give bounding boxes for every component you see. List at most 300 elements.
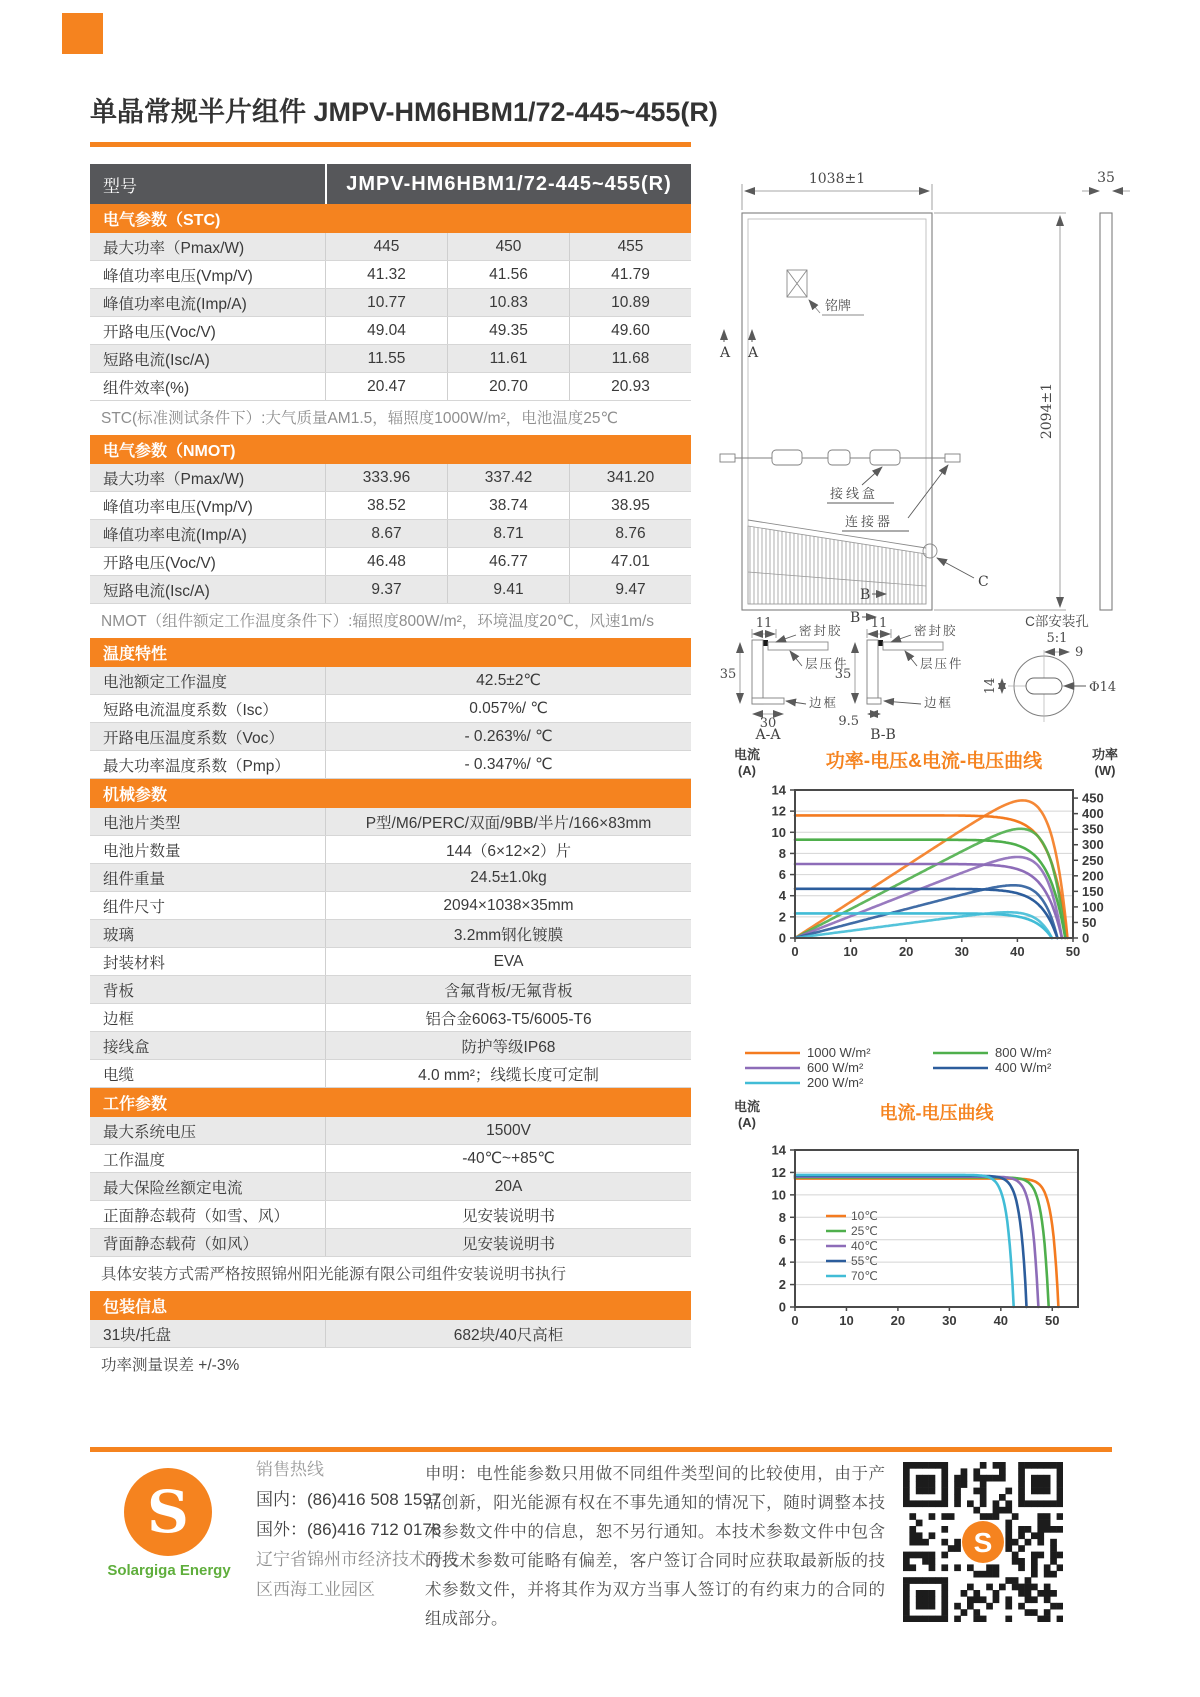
row-label: 封装材料 xyxy=(103,954,166,972)
x-tick-label: 30 xyxy=(942,1313,957,1328)
y-tick-label: 6 xyxy=(778,1232,786,1248)
qr-module xyxy=(999,1468,1006,1475)
row-value: 337.42 xyxy=(447,464,569,491)
row-value: 450 xyxy=(447,233,569,260)
y-axis-label: 电流 xyxy=(733,747,761,762)
qr-module xyxy=(1031,1462,1038,1469)
table-row xyxy=(90,1173,691,1201)
row-label: 玻璃 xyxy=(103,926,135,944)
table-row xyxy=(90,976,691,1004)
disclaimer-text: 申明：电性能参数只用做不同组件类型间的比较使用，由于产品创新，阳光能源有权在不事先通知的情况下，随时调整本技术参数文件中的信息，恕不另行通知。本技术参数文件中包含的技术参数可能略有偏差，客户签订合同时应获取最新版的技术参数文件，并将其作为双方当事人签订的有约束力的合同的组成部分。 xyxy=(425,1465,885,1628)
sealant-label: 密封胶 xyxy=(914,624,958,638)
section-bar: 包装信息 xyxy=(90,1291,691,1320)
y-tick-label: 4 xyxy=(778,888,786,904)
qr-module xyxy=(954,1481,961,1488)
qr-module xyxy=(941,1552,948,1559)
qr-module xyxy=(1005,1577,1012,1584)
qr-module xyxy=(954,1488,961,1495)
qr-module xyxy=(941,1590,948,1597)
qr-module xyxy=(1044,1500,1051,1507)
legend-label: 10℃ xyxy=(851,1209,878,1223)
qr-module xyxy=(1057,1462,1063,1469)
qr-module xyxy=(993,1564,1000,1571)
qr-module xyxy=(999,1475,1006,1482)
qr-module xyxy=(980,1494,987,1501)
table-row xyxy=(90,1060,691,1088)
legend-label: 800 W/m² xyxy=(995,1045,1052,1060)
y2-axis-label: (W) xyxy=(1094,763,1116,778)
qr-module xyxy=(1005,1520,1012,1527)
qr-module xyxy=(929,1564,936,1571)
row-label: 最大系统电压 xyxy=(103,1123,197,1141)
qr-module xyxy=(1031,1596,1038,1603)
junction-box-label: 接线盒 xyxy=(830,486,879,501)
row-value: - 0.347%/ ℃ xyxy=(325,751,691,778)
table-note: NMOT（组件额定工作温度条件下）:辐照度800W/m²，环境温度20℃，风速1m/s xyxy=(101,613,655,630)
y-tick-label: 10 xyxy=(771,1187,786,1203)
row-label: 最大功率温度系数（Pmp） xyxy=(103,757,290,775)
y2-tick-label: 450 xyxy=(1082,790,1104,806)
chart-title: 电流-电压曲线 xyxy=(879,1103,994,1123)
qr-module xyxy=(1025,1500,1032,1507)
qr-module xyxy=(941,1564,948,1571)
row-value: 20.93 xyxy=(569,373,691,400)
cutaway-hatch xyxy=(748,520,926,604)
qr-module xyxy=(973,1596,980,1603)
qr-module xyxy=(922,1616,929,1622)
y2-tick-label: 250 xyxy=(1082,852,1104,868)
qr-module xyxy=(961,1481,968,1488)
row-value: 24.5±1.0kg xyxy=(325,864,691,891)
dim-width-label: 1038±1 xyxy=(808,171,866,187)
qr-module xyxy=(948,1545,955,1552)
qr-module xyxy=(1037,1462,1044,1469)
qr-module xyxy=(922,1481,929,1488)
c-dim-14: 14 xyxy=(983,677,998,695)
y-tick-label: 0 xyxy=(778,930,786,946)
qr-module xyxy=(1018,1603,1025,1610)
qr-module xyxy=(993,1513,1000,1520)
qr-module xyxy=(993,1596,1000,1603)
row-value: P型/M6/PERC/双面/9BB/半片/166×83mm xyxy=(325,808,691,835)
qr-module xyxy=(1018,1481,1025,1488)
row-value: -40℃~+85℃ xyxy=(325,1145,691,1172)
qr-module xyxy=(941,1468,948,1475)
qr-module xyxy=(1012,1558,1019,1565)
qr-module xyxy=(1057,1603,1063,1610)
spec-tables xyxy=(90,204,691,1382)
detail-c-leader xyxy=(937,558,974,578)
x-tick-label: 40 xyxy=(993,1313,1009,1328)
qr-module xyxy=(922,1500,929,1507)
qr-module xyxy=(909,1462,916,1469)
qr-module xyxy=(922,1596,929,1603)
qr-logo-letter: S xyxy=(973,1527,993,1558)
qr-module xyxy=(1050,1590,1057,1597)
section-a-label: A xyxy=(748,345,759,361)
qr-module xyxy=(993,1590,1000,1597)
table-row xyxy=(90,920,691,948)
table-row xyxy=(90,864,691,892)
qr-module xyxy=(922,1558,929,1565)
qr-module xyxy=(941,1513,948,1520)
qr-module xyxy=(1025,1609,1032,1616)
qr-module xyxy=(1044,1481,1051,1488)
qr-module xyxy=(961,1468,968,1475)
qr-module xyxy=(993,1500,1000,1507)
qr-module xyxy=(1031,1571,1038,1578)
qr-module xyxy=(1012,1539,1019,1546)
qr-module xyxy=(1050,1603,1057,1610)
qr-module xyxy=(1025,1596,1032,1603)
qr-module xyxy=(1044,1571,1051,1578)
legend-label: 200 W/m² xyxy=(807,1075,864,1090)
qr-module xyxy=(922,1462,929,1469)
x-tick-label: 0 xyxy=(791,1313,799,1328)
qr-module xyxy=(929,1500,936,1507)
row-value: EVA xyxy=(325,948,691,975)
row-label: 电池额定工作温度 xyxy=(103,673,228,691)
row-value: 9.41 xyxy=(447,576,569,603)
table-note: STC(标准测试条件下）:大气质量AM1.5，辐照度1000W/m²，电池温度25℃ xyxy=(101,410,618,427)
qr-module xyxy=(1005,1507,1012,1514)
row-label: 电缆 xyxy=(103,1066,135,1084)
row-label: 电池片数量 xyxy=(103,842,181,860)
qr-module xyxy=(993,1507,1000,1514)
qr-module xyxy=(903,1500,910,1507)
y-axis-label: (A) xyxy=(737,763,757,778)
qr-module xyxy=(1025,1539,1032,1546)
phone-overseas: 国外：(86)416 712 0178 xyxy=(256,1520,442,1539)
qr-module xyxy=(922,1577,929,1584)
row-value: 445 xyxy=(325,233,447,260)
row-value: 含氟背板/无氟背板 xyxy=(325,976,691,1003)
qr-module xyxy=(941,1462,948,1469)
panel-side-view xyxy=(1100,213,1112,610)
row-value: 11.61 xyxy=(447,345,569,372)
qr-module xyxy=(980,1616,987,1622)
table-row xyxy=(90,520,691,548)
table-row xyxy=(90,289,691,317)
qr-module xyxy=(922,1552,929,1559)
row-label: 最大保险丝额定电流 xyxy=(103,1179,243,1197)
qr-module xyxy=(1018,1468,1025,1475)
qr-module xyxy=(973,1571,980,1578)
row-label: 短路电流温度系数（Isc） xyxy=(103,701,278,719)
y-tick-label: 2 xyxy=(778,1277,786,1293)
qr-module xyxy=(1025,1462,1032,1469)
row-value: 见安装说明书 xyxy=(325,1201,691,1228)
table-row xyxy=(90,751,691,779)
table-row xyxy=(90,808,691,836)
qr-module xyxy=(909,1577,916,1584)
qr-module xyxy=(1005,1545,1012,1552)
row-value: 防护等级IP68 xyxy=(325,1032,691,1059)
qr-module xyxy=(1018,1564,1025,1571)
qr-module xyxy=(1031,1609,1038,1616)
qr-module xyxy=(1057,1564,1063,1571)
table-row xyxy=(90,836,691,864)
qr-module xyxy=(961,1590,968,1597)
qr-module xyxy=(941,1584,948,1591)
qr-module xyxy=(929,1488,936,1495)
qr-module xyxy=(1005,1596,1012,1603)
qr-module xyxy=(954,1564,961,1571)
qr-module xyxy=(1025,1577,1032,1584)
qr-module xyxy=(903,1616,910,1622)
table-row xyxy=(90,667,691,695)
qr-module xyxy=(1025,1526,1032,1533)
qr-module xyxy=(916,1603,923,1610)
row-label: 峰值功率电压(Vmp/V) xyxy=(103,267,253,285)
qr-module xyxy=(986,1584,993,1591)
y-tick-label: 0 xyxy=(778,1299,786,1315)
qr-module xyxy=(1005,1539,1012,1546)
qr-module xyxy=(1044,1584,1051,1591)
qr-module xyxy=(1018,1488,1025,1495)
section-b-label: B xyxy=(860,587,871,603)
qr-module xyxy=(922,1488,929,1495)
qr-module xyxy=(929,1596,936,1603)
row-value: 1500V xyxy=(325,1117,691,1144)
spec-column xyxy=(90,90,718,1382)
y-tick-label: 8 xyxy=(778,845,786,861)
row-label: 最大功率（Pmax/W) xyxy=(103,239,245,257)
qr-module xyxy=(1050,1558,1057,1565)
y2-tick-label: 300 xyxy=(1082,837,1104,853)
row-label: 最大功率（Pmax/W) xyxy=(103,470,245,488)
qr-module xyxy=(1012,1577,1019,1584)
row-label: 开路电压(Voc/V) xyxy=(103,554,216,572)
table-row xyxy=(90,464,691,492)
row-value: 见安装说明书 xyxy=(325,1229,691,1256)
qr-module xyxy=(1018,1494,1025,1501)
qr-module xyxy=(954,1500,961,1507)
qr-module xyxy=(973,1616,980,1622)
y-tick-label: 10 xyxy=(771,824,786,840)
x-tick-label: 20 xyxy=(890,1313,906,1328)
qr-module xyxy=(916,1488,923,1495)
qr-module xyxy=(1050,1462,1057,1469)
y-tick-label: 12 xyxy=(771,1164,786,1180)
detail-c-circle xyxy=(923,544,937,558)
qr-module xyxy=(903,1564,910,1571)
qr-module xyxy=(1057,1494,1063,1501)
table-row xyxy=(90,261,691,289)
qr-module xyxy=(1037,1526,1044,1533)
qr-module xyxy=(916,1481,923,1488)
junction-box-row xyxy=(720,450,960,465)
qr-module xyxy=(903,1584,910,1591)
qr-module xyxy=(1037,1475,1044,1482)
row-value: 11.55 xyxy=(325,345,447,372)
qr-module xyxy=(1044,1526,1051,1533)
qr-module xyxy=(1031,1532,1038,1539)
qr-module xyxy=(903,1468,910,1475)
qr-module xyxy=(941,1616,948,1622)
qr-module xyxy=(973,1475,980,1482)
qr-module xyxy=(999,1584,1006,1591)
qr-module xyxy=(929,1558,936,1565)
qr-module xyxy=(903,1481,910,1488)
model-label: 型号 xyxy=(103,176,137,196)
qr-module xyxy=(1044,1513,1051,1520)
qr-code xyxy=(903,1462,1063,1622)
row-value: 4.0 mm²；线缆长度可定制 xyxy=(325,1060,691,1087)
qr-module xyxy=(1031,1552,1038,1559)
qr-module xyxy=(909,1552,916,1559)
company-address: 辽宁省锦州市经济技术开发区西海工业园区 xyxy=(256,1550,460,1599)
row-value: 46.48 xyxy=(325,548,447,575)
legend-label: 40℃ xyxy=(851,1239,878,1253)
row-label: 背板 xyxy=(103,982,135,1000)
row-value: 682块/40尺高柜 xyxy=(325,1320,691,1347)
qr-module xyxy=(1005,1616,1012,1622)
table-row xyxy=(90,1004,691,1032)
qr-module xyxy=(909,1500,916,1507)
qr-module xyxy=(1018,1532,1025,1539)
qr-module xyxy=(986,1564,993,1571)
x-tick-label: 50 xyxy=(1045,1313,1060,1328)
qr-module xyxy=(903,1596,910,1603)
qr-module xyxy=(973,1468,980,1475)
section-a-label: A xyxy=(720,345,731,361)
qr-module xyxy=(922,1539,929,1546)
page-title: 单晶常规半片组件 JMPV-HM6HBM1/72-445~455(R) xyxy=(90,97,718,127)
y2-tick-label: 400 xyxy=(1082,806,1104,822)
row-value: 47.01 xyxy=(569,548,691,575)
row-value: 38.74 xyxy=(447,492,569,519)
qr-module xyxy=(929,1616,936,1622)
qr-module xyxy=(1057,1616,1063,1622)
laminate-label: 层压件 xyxy=(805,657,849,671)
qr-module xyxy=(929,1590,936,1597)
qr-module xyxy=(903,1609,910,1616)
y2-tick-label: 350 xyxy=(1082,821,1104,837)
qr-module xyxy=(941,1475,948,1482)
plot-area xyxy=(795,1150,1078,1307)
row-value: 8.67 xyxy=(325,520,447,547)
qr-module xyxy=(993,1571,1000,1578)
qr-module xyxy=(1044,1590,1051,1597)
qr-module xyxy=(1057,1481,1063,1488)
qr-module xyxy=(1050,1539,1057,1546)
qr-module xyxy=(954,1603,961,1610)
qr-module xyxy=(903,1590,910,1597)
table-row xyxy=(90,723,691,751)
qr-module xyxy=(961,1475,968,1482)
row-value: 10.77 xyxy=(325,289,447,316)
qr-module xyxy=(1018,1590,1025,1597)
section-bar: 电气参数（NMOT) xyxy=(90,435,691,464)
x-tick-label: 30 xyxy=(954,944,970,959)
row-value: 38.52 xyxy=(325,492,447,519)
row-label: 接线盒 xyxy=(103,1038,150,1056)
row-value: 0.057%/ ℃ xyxy=(325,695,691,722)
qr-module xyxy=(993,1462,1000,1469)
aa-dim-35: 35 xyxy=(719,667,737,682)
x-tick-label: 10 xyxy=(843,944,858,959)
bb-dim-11: 11 xyxy=(870,616,888,631)
row-value: 49.04 xyxy=(325,317,447,344)
row-label: 边框 xyxy=(103,1010,135,1028)
qr-module xyxy=(1037,1481,1044,1488)
qr-module xyxy=(999,1507,1006,1514)
y-axis-label: (A) xyxy=(737,1115,757,1130)
qr-module xyxy=(986,1475,993,1482)
qr-module xyxy=(929,1475,936,1482)
corner-accent-square xyxy=(62,13,103,54)
qr-module xyxy=(941,1526,948,1533)
qr-module xyxy=(980,1513,987,1520)
qr-module xyxy=(1018,1558,1025,1565)
y-tick-label: 2 xyxy=(778,909,786,925)
qr-module xyxy=(929,1603,936,1610)
c-detail-drawing xyxy=(1002,650,1086,722)
qr-module xyxy=(916,1532,923,1539)
qr-module xyxy=(1050,1552,1057,1559)
section-bar: 工作参数 xyxy=(90,1088,691,1117)
qr-module xyxy=(929,1513,936,1520)
qr-module xyxy=(935,1616,942,1622)
qr-module xyxy=(941,1488,948,1495)
row-value: 8.71 xyxy=(447,520,569,547)
bb-dim-9-5: 9.5 xyxy=(838,714,859,729)
x-tick-label: 50 xyxy=(1065,944,1081,959)
table-row xyxy=(90,892,691,920)
qr-module xyxy=(1050,1500,1057,1507)
y2-tick-label: 150 xyxy=(1082,883,1104,899)
qr-module xyxy=(1044,1596,1051,1603)
qr-module xyxy=(986,1513,993,1520)
table-row xyxy=(90,1201,691,1229)
qr-module xyxy=(929,1577,936,1584)
qr-module xyxy=(999,1494,1006,1501)
qr-module xyxy=(916,1552,923,1559)
table-row xyxy=(90,1117,691,1145)
qr-module xyxy=(1044,1564,1051,1571)
qr-module xyxy=(903,1577,910,1584)
x-tick-label: 20 xyxy=(898,944,914,959)
row-label: 短路电流(Isc/A) xyxy=(103,582,210,600)
chart-title: 功率-电压&电流-电压曲线 xyxy=(825,751,1043,772)
solargiga-logo xyxy=(124,1468,212,1556)
row-value: 10.83 xyxy=(447,289,569,316)
frame-label: 边框 xyxy=(809,696,839,710)
legend-label: 400 W/m² xyxy=(995,1060,1052,1075)
row-value: 41.79 xyxy=(569,261,691,288)
qr-module xyxy=(1018,1526,1025,1533)
qr-module xyxy=(1031,1564,1038,1571)
row-label: 组件效率(%) xyxy=(103,379,190,397)
qr-module xyxy=(961,1609,968,1616)
row-value: 2094×1038×35mm xyxy=(325,892,691,919)
qr-module xyxy=(1037,1532,1044,1539)
aa-dim-11: 11 xyxy=(755,616,773,631)
row-label: 开路电压温度系数（Voc） xyxy=(103,729,284,747)
detail-c-label: C xyxy=(978,574,989,590)
qr-module xyxy=(1050,1526,1057,1533)
qr-module xyxy=(1057,1526,1063,1533)
qr-module xyxy=(954,1494,961,1501)
qr-module xyxy=(1037,1520,1044,1527)
bb-dim-35: 35 xyxy=(834,667,852,682)
y-tick-label: 8 xyxy=(778,1209,786,1225)
qr-module xyxy=(1005,1603,1012,1610)
row-value: 3.2mm钢化镀膜 xyxy=(325,920,691,947)
row-value: 455 xyxy=(569,233,691,260)
qr-module xyxy=(954,1616,961,1622)
